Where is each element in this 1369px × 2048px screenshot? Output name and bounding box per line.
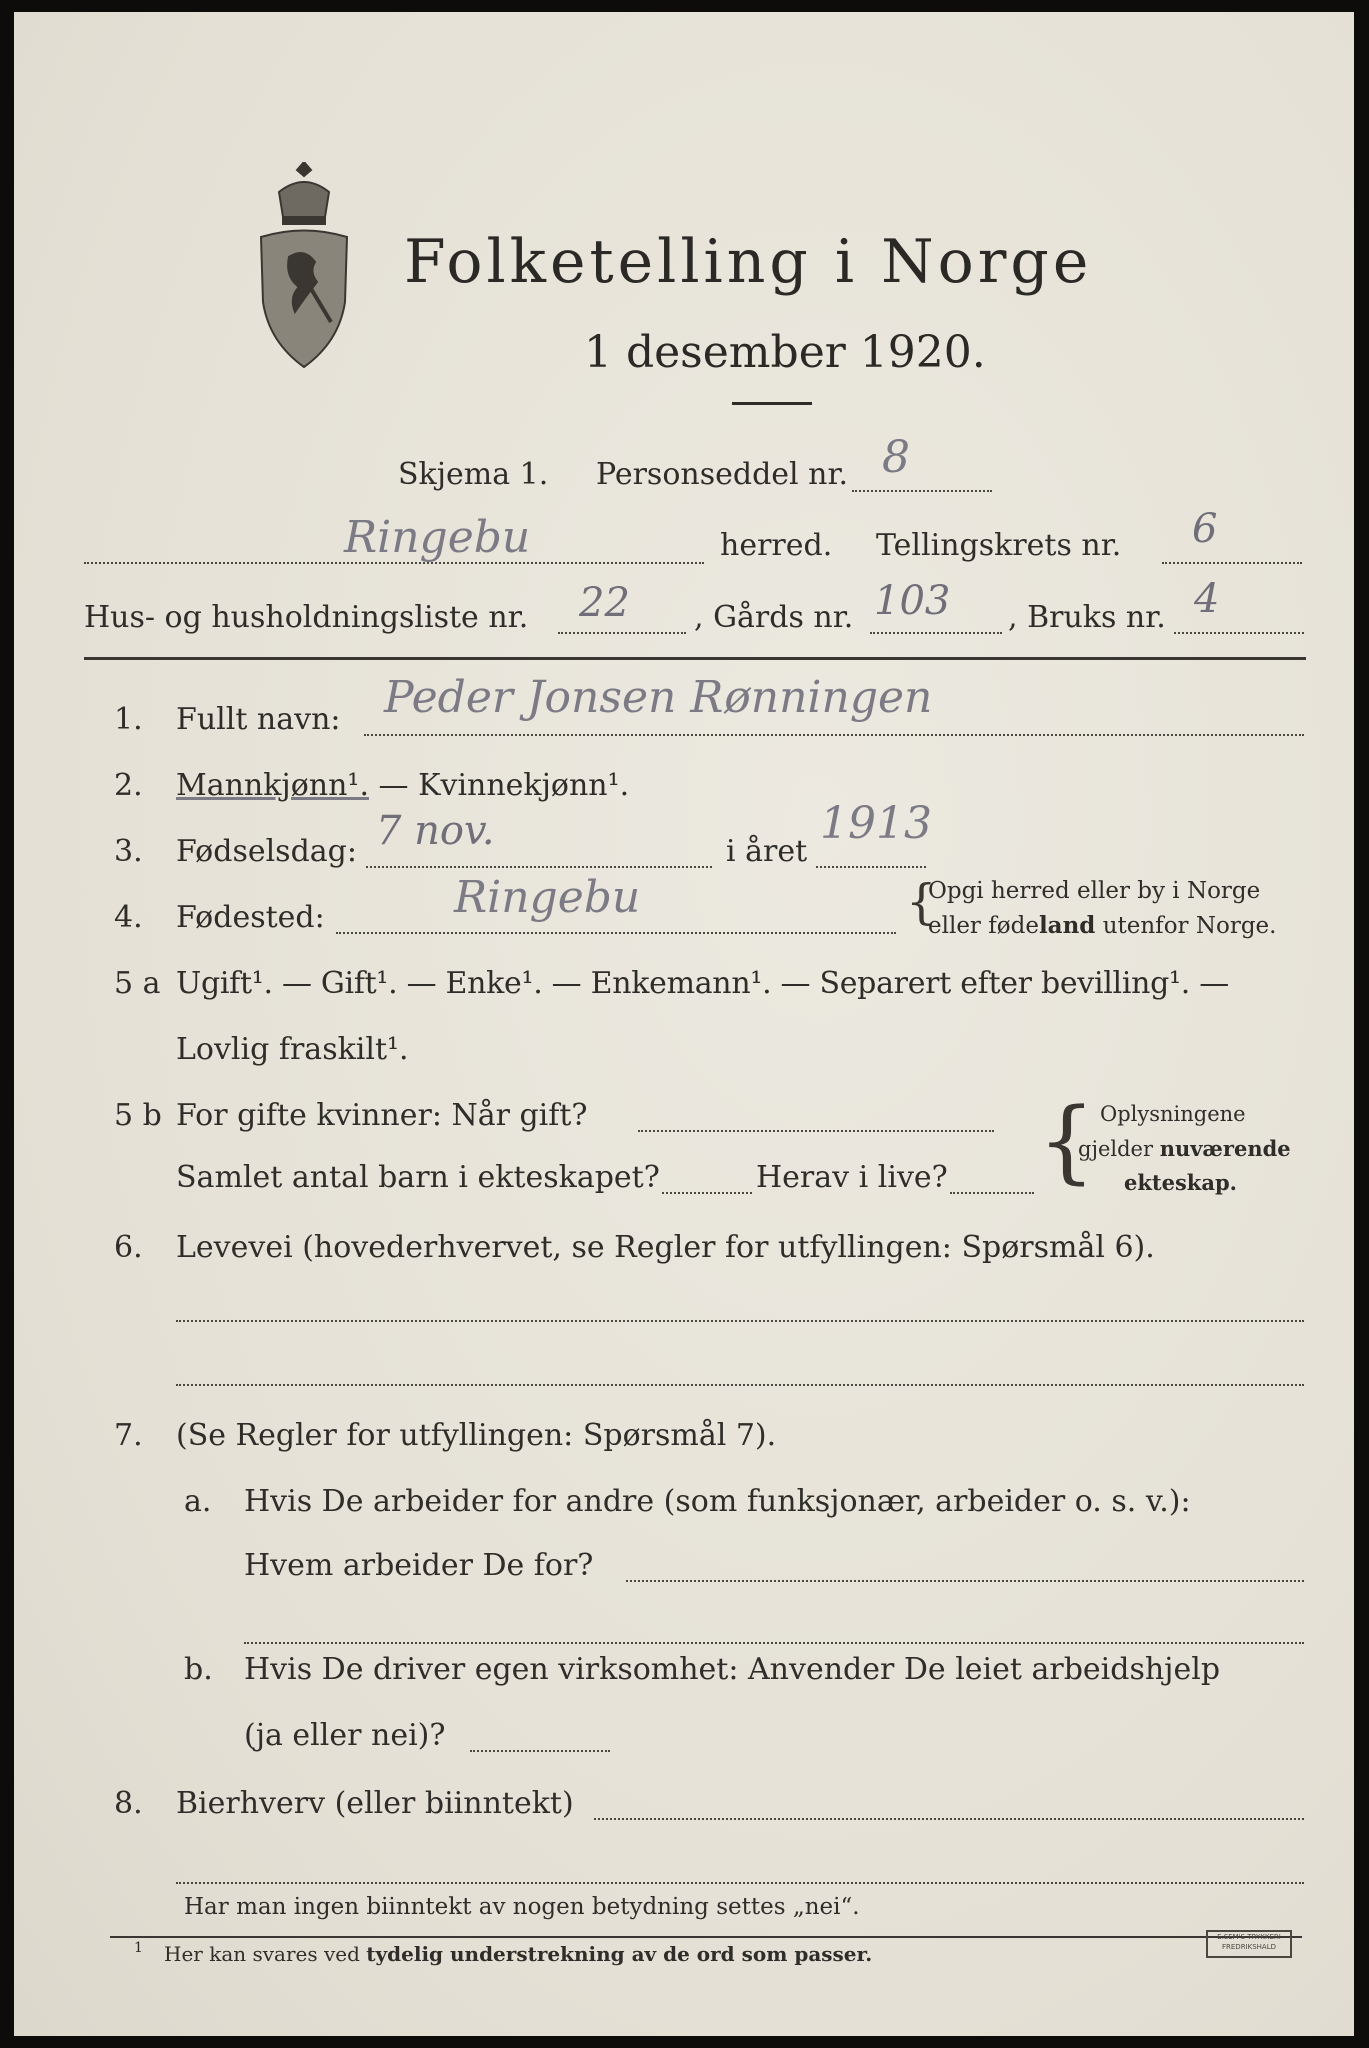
q8-label: Bierhverv (eller biinntekt) [176, 1786, 574, 1821]
q4-note-line2 [928, 912, 1276, 939]
herred-label: herred. [720, 528, 833, 563]
q3-number: 3. [114, 834, 143, 869]
q5b-label1: For gifte kvinner: Når gift? [176, 1098, 588, 1133]
q4-number: 4. [114, 900, 143, 935]
q7-label: (Se Regler for utfyllingen: Spørsmål 7). [176, 1418, 777, 1453]
q5b-note-line3: ekteskap. [1124, 1170, 1237, 1195]
q3-label: Fødselsdag: [176, 834, 357, 869]
q5a-options-line2[interactable]: Lovlig fraskilt¹. [176, 1032, 409, 1067]
q3-day-line [366, 866, 712, 868]
bruks-line [1174, 632, 1304, 634]
q7a-letter: a. [184, 1484, 212, 1519]
personseddel-line [852, 490, 992, 492]
q3-year-label: i året [726, 834, 808, 869]
footnote-text-b: tydelig understrekning av de ord som passer. [366, 1942, 873, 1966]
q7a-employer-line2[interactable] [244, 1642, 1304, 1644]
q6-line2[interactable] [176, 1384, 1304, 1386]
q5b-label2: Samlet antal barn i ekteskapet? [176, 1160, 660, 1195]
bruks-value[interactable]: 4 [1194, 576, 1220, 622]
q7b-line2: (ja eller nei)? [244, 1718, 446, 1753]
q4-line [336, 932, 896, 934]
q4-note-line1: Opgi herred eller by i Norge [928, 878, 1261, 904]
birthday-value[interactable]: 7 nov. [376, 808, 495, 854]
gards-value[interactable]: 103 [874, 578, 951, 624]
q5b-alive-line [950, 1192, 1034, 1194]
q7a-line2: Hvem arbeider De for? [244, 1548, 594, 1583]
q7a-employer-line[interactable] [626, 1580, 1304, 1582]
tellingskrets-line [1162, 562, 1302, 564]
q6-line1[interactable] [176, 1320, 1304, 1322]
q4-label: Fødested: [176, 900, 325, 935]
printer-stamp-line2: FREDRIKSHALD [1221, 1943, 1276, 1951]
gards-label: , Gårds nr. [694, 600, 854, 635]
q7-number: 7. [114, 1418, 143, 1453]
bruks-label: , Bruks nr. [1008, 600, 1166, 635]
coat-of-arms-icon [249, 162, 359, 372]
header-separator [84, 657, 1306, 660]
q5b-children-line [662, 1192, 752, 1194]
q5a-number: 5 a [114, 966, 161, 1001]
q4-note-2b: land [1038, 912, 1096, 939]
personseddel-value[interactable]: 8 [882, 432, 910, 483]
tellingskrets-value[interactable]: 6 [1192, 506, 1218, 552]
q7b-line1: Hvis De driver egen virksomhet: Anvender De leiet arbeidshjelp [244, 1652, 1221, 1687]
q8-number: 8. [114, 1786, 143, 1821]
husholdning-label: Hus- og husholdningsliste nr. [84, 600, 529, 635]
q1-number: 1. [114, 702, 143, 737]
gards-line [870, 632, 1002, 634]
q2-number: 2. [114, 768, 143, 803]
q5b-note-line1: Oplysningene [1100, 1102, 1246, 1126]
printer-stamp-line1: E.SEM'S TRYKKERI [1217, 1933, 1281, 1941]
form-title: Folketelling i Norge [404, 227, 1093, 297]
census-form-sheet [14, 12, 1354, 2036]
husholdning-line [558, 632, 686, 634]
q5a-options[interactable]: Ugift¹. — Gift¹. — Enke¹. — Enkemann¹. — Separert efter bevilling¹. — [176, 966, 1229, 1001]
q2-options [176, 768, 629, 803]
tellingskrets-label: Tellingskrets nr. [876, 528, 1122, 563]
q5b-brace: { [1038, 1089, 1096, 1194]
q5b-note-2a: gjelder [1078, 1137, 1160, 1161]
husholdning-value[interactable]: 22 [579, 580, 630, 626]
personseddel-label: Personseddel nr. [596, 457, 849, 492]
q5b-note-2b: nuværende [1159, 1136, 1291, 1161]
q4-note-2a: eller føde [928, 913, 1039, 939]
q4-note-2c: utenfor Norge. [1095, 913, 1277, 939]
q2-male-option[interactable]: Mannkjønn¹. [176, 768, 369, 803]
footnote-marker: 1 [134, 1940, 143, 1956]
q6-number: 6. [114, 1230, 143, 1265]
q8-line2[interactable] [176, 1882, 1304, 1884]
printer-stamp [1206, 1930, 1292, 1958]
q1-label: Fullt navn: [176, 702, 341, 737]
skjema-label: Skjema 1. [398, 457, 549, 492]
q7b-answer-line[interactable] [470, 1750, 610, 1752]
q5b-number: 5 b [114, 1098, 162, 1133]
q3-year-line [816, 866, 926, 868]
title-divider [732, 402, 812, 405]
census-date: 1 desember 1920. [584, 327, 986, 378]
q7a-line1: Hvis De arbeider for andre (som funksjonær, arbeider o. s. v.): [244, 1484, 1191, 1519]
q4-brace: { [906, 874, 937, 930]
birth-year-value[interactable]: 1913 [820, 798, 932, 849]
herred-value[interactable]: Ringebu [344, 512, 531, 563]
q7b-letter: b. [184, 1652, 213, 1687]
full-name-value[interactable]: Peder Jonsen Rønningen [384, 672, 933, 723]
q6-label: Levevei (hovederhvervet, se Regler for utfyllingen: Spørsmål 6). [176, 1230, 1155, 1265]
q2-separator: — [369, 768, 419, 803]
footnote-text [164, 1942, 872, 1966]
q8-note: Har man ingen biinntekt av nogen betydning settes „nei“. [184, 1894, 860, 1920]
q5b-married-line [638, 1130, 994, 1132]
footnote-text-a: Her kan svares ved [164, 1942, 367, 1966]
q5b-note-line2 [1078, 1136, 1291, 1161]
q5b-label3: Herav i live? [756, 1160, 948, 1195]
q2-female-option[interactable]: Kvinnekjønn¹. [418, 768, 630, 803]
q1-line [364, 734, 1304, 736]
q8-line1[interactable] [594, 1818, 1304, 1820]
footnote-separator [110, 1936, 1302, 1938]
birthplace-value[interactable]: Ringebu [454, 872, 641, 923]
